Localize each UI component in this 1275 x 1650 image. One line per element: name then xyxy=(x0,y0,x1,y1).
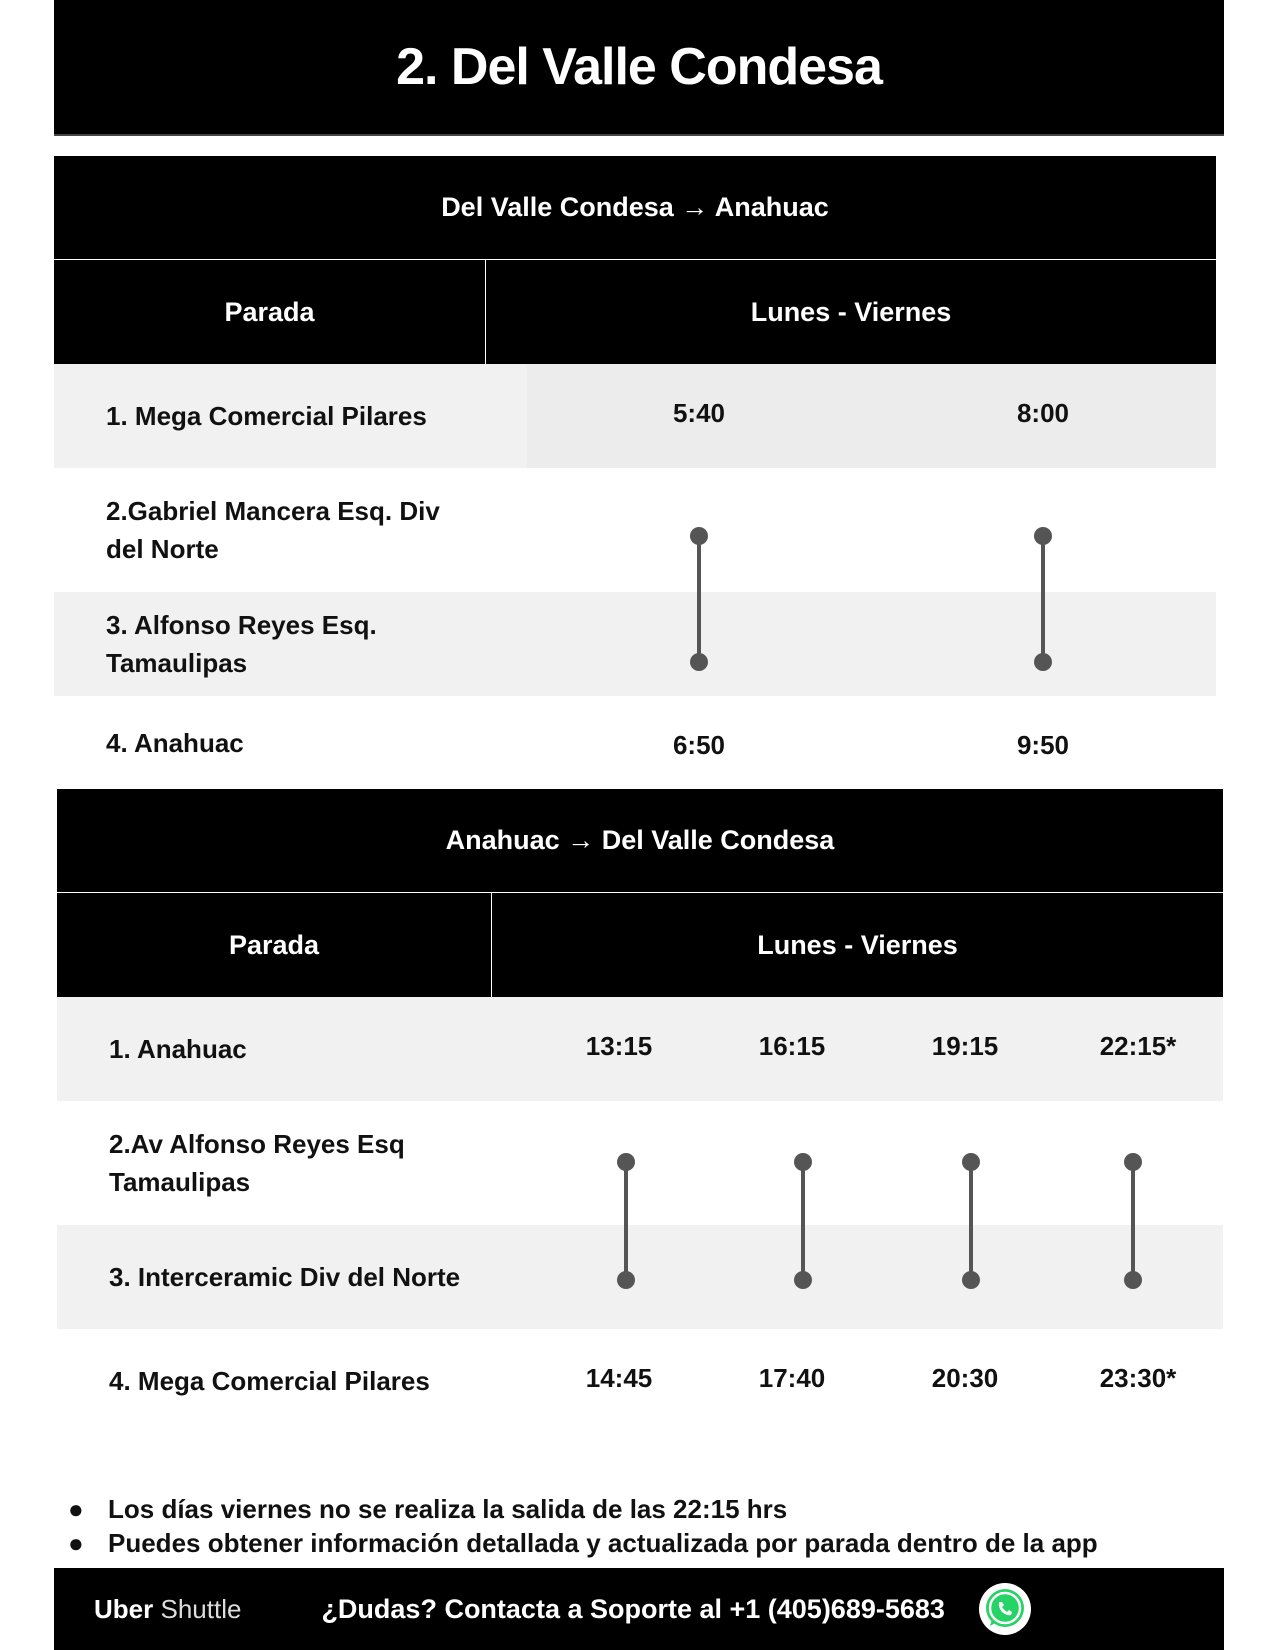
route2-col-stop: Parada xyxy=(57,893,491,997)
departure-time: 22:15* xyxy=(1099,1031,1177,1061)
connector-line xyxy=(1041,536,1045,662)
footer xyxy=(54,1568,1224,1650)
route1-col-stop: Parada xyxy=(54,260,485,364)
connector-dot xyxy=(962,1153,980,1171)
note-text: Los días viernes no se realiza la salida de las 22:15 hrs xyxy=(108,1494,788,1524)
connector-dot xyxy=(1124,1271,1142,1289)
stop-label: 4. Mega Comercial Pilares xyxy=(109,1366,430,1396)
arrival-time: 14:45 xyxy=(585,1363,653,1393)
connector-line xyxy=(697,536,701,662)
stop-label: 3. Alfonso Reyes Esq. Tamaulipas xyxy=(106,610,377,678)
route2-header: Anahuac → Del Valle Condesa xyxy=(57,789,1223,892)
page-title: 2. Del Valle Condesa xyxy=(54,0,1224,136)
bullet-icon: ● xyxy=(68,1494,84,1524)
departure-time: 16:15 xyxy=(758,1031,826,1061)
departure-time: 19:15 xyxy=(931,1031,999,1061)
connector-line xyxy=(969,1162,973,1280)
stop-label: 2.Gabriel Mancera Esq. Div del Norte xyxy=(106,496,440,564)
connector-dot xyxy=(794,1153,812,1171)
brand-logo xyxy=(94,1594,241,1625)
whatsapp-icon[interactable] xyxy=(979,1583,1031,1635)
route1-header: Del Valle Condesa → Anahuac xyxy=(54,156,1216,259)
notes-list xyxy=(68,1492,1218,1560)
connector-dot xyxy=(690,653,708,671)
connector-dot xyxy=(617,1271,635,1289)
stop-label: 4. Anahuac xyxy=(106,728,244,758)
departure-time: 5:40 xyxy=(672,398,726,428)
stop-label: 1. Mega Comercial Pilares xyxy=(106,401,427,431)
connector-dot xyxy=(690,527,708,545)
arrival-time: 23:30* xyxy=(1099,1363,1177,1393)
connector-dot xyxy=(1124,1153,1142,1171)
arrival-time: 9:50 xyxy=(1016,730,1070,760)
bullet-icon: ● xyxy=(68,1528,84,1558)
route2-col-days: Lunes - Viernes xyxy=(492,893,1223,997)
route2-row-2 xyxy=(57,1101,1223,1225)
brand-light: Shuttle xyxy=(160,1593,242,1624)
arrival-time: 20:30 xyxy=(931,1363,999,1393)
stop-label: 2.Av Alfonso Reyes Esq Tamaulipas xyxy=(109,1129,405,1197)
support-text: ¿Dudas? Contacta a Soporte al +1 (405)689-5683 xyxy=(321,1593,945,1624)
connector-dot xyxy=(962,1271,980,1289)
stop-label: 3. Interceramic Div del Norte xyxy=(109,1262,461,1292)
connector-line xyxy=(624,1162,628,1280)
departure-time: 13:15 xyxy=(585,1031,653,1061)
note-item xyxy=(68,1526,1218,1560)
connector-dot xyxy=(1034,653,1052,671)
connector-dot xyxy=(617,1153,635,1171)
connector-line xyxy=(801,1162,805,1280)
stop-label: 1. Anahuac xyxy=(109,1034,247,1064)
connector-dot xyxy=(794,1271,812,1289)
route2-row-3 xyxy=(57,1225,1223,1329)
note-item xyxy=(68,1492,1218,1526)
route1-col-days: Lunes - Viernes xyxy=(486,260,1216,364)
arrival-time: 6:50 xyxy=(672,730,726,760)
arrival-time: 17:40 xyxy=(758,1363,826,1393)
connector-line xyxy=(1131,1162,1135,1280)
note-text: Puedes obtener información detallada y actualizada por parada dentro de la app xyxy=(108,1528,1098,1558)
connector-dot xyxy=(1034,527,1052,545)
brand-bold: Uber xyxy=(94,1593,154,1624)
departure-time: 8:00 xyxy=(1016,398,1070,428)
